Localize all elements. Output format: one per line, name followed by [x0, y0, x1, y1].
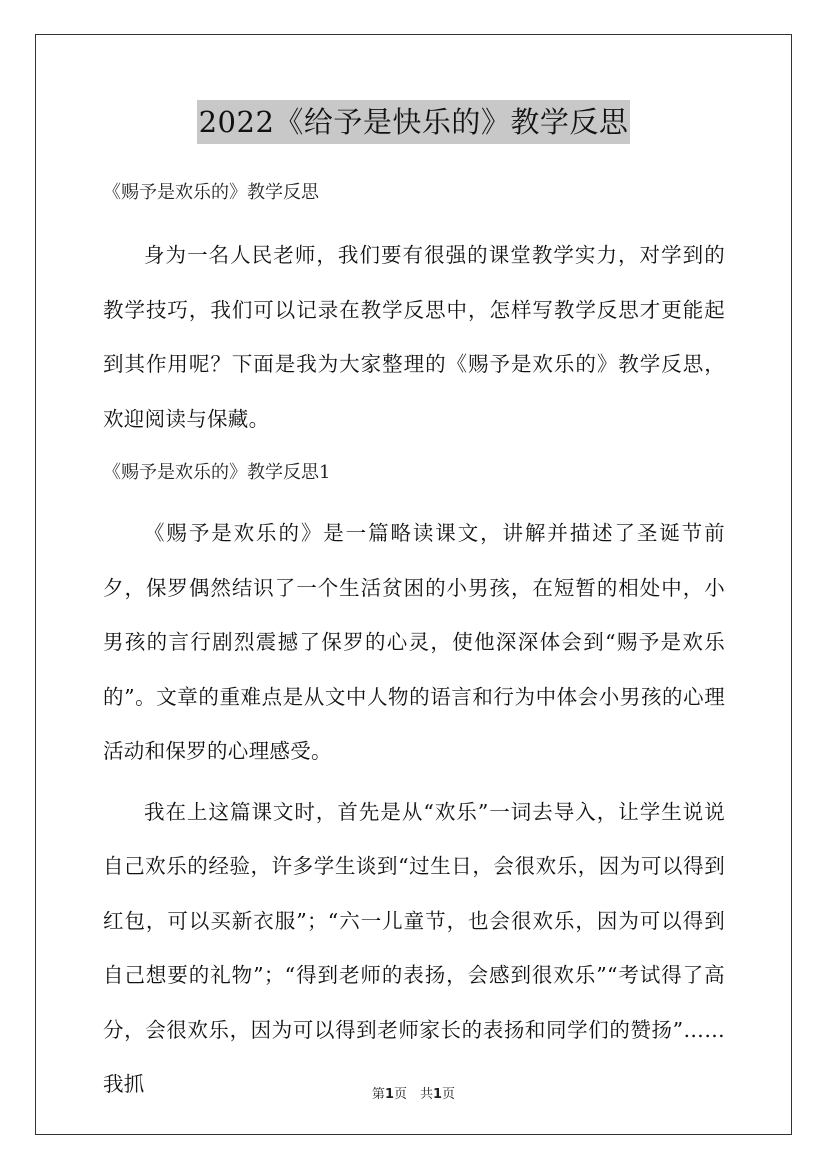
spacer [103, 214, 725, 228]
section-heading-main: 《赐予是欢乐的》教学反思 [103, 182, 319, 203]
footer-prefix: 第 [371, 1087, 385, 1102]
footer-mid: 页 共 [393, 1087, 433, 1102]
intro-paragraph: 身为一名人民老师，我们要有很强的课堂教学实力，对学到的教学技巧，我们可以记录在教学反思中，怎样写教学反思才更能起到其作用呢？下面是我为大家整理的《赐予是欢乐的》教学反思，欢迎阅读与保藏。 [103, 243, 725, 431]
paragraph-1: 《赐予是欢乐的》是一篇略读课文，讲解并描述了圣诞节前夕，保罗偶然结识了一个生活贫困的小男孩，在短暂的相处中，小男孩的言行剧烈震撼了保罗的心灵，使他深深体会到“赐予是欢乐的”。文章的重难点是从文中人物的语言和行为中体会小男孩的心理活动和保罗的心理感受。 [103, 521, 725, 763]
document-title: 2022《给予是快乐的》教学反思 [197, 100, 631, 144]
footer-page-number: 1 [384, 1087, 394, 1102]
section-heading-1: 《赐予是欢乐的》教学反思1 [103, 462, 331, 483]
document-body [103, 172, 725, 1112]
spacer [103, 494, 725, 506]
footer-suffix: 页 [442, 1087, 456, 1102]
paragraph-2: 我在上这篇课文时，首先是从“欢乐”一词去导入，让学生说说自己欢乐的经验，许多学生谈到“过生日，会很欢乐，因为可以得到红包，可以买新衣服”；“六一儿童节，也会很欢乐，因为可以得到自己想要的礼物”；“得到老师的表扬，会感到很欢乐”“考试得了高分，会很欢乐，因为可以得到老师家长的表扬和同学们的赞扬”……我抓 [103, 799, 725, 1096]
page-footer [0, 1083, 827, 1102]
footer-page-total: 1 [433, 1087, 443, 1102]
title-wrap [0, 100, 827, 144]
